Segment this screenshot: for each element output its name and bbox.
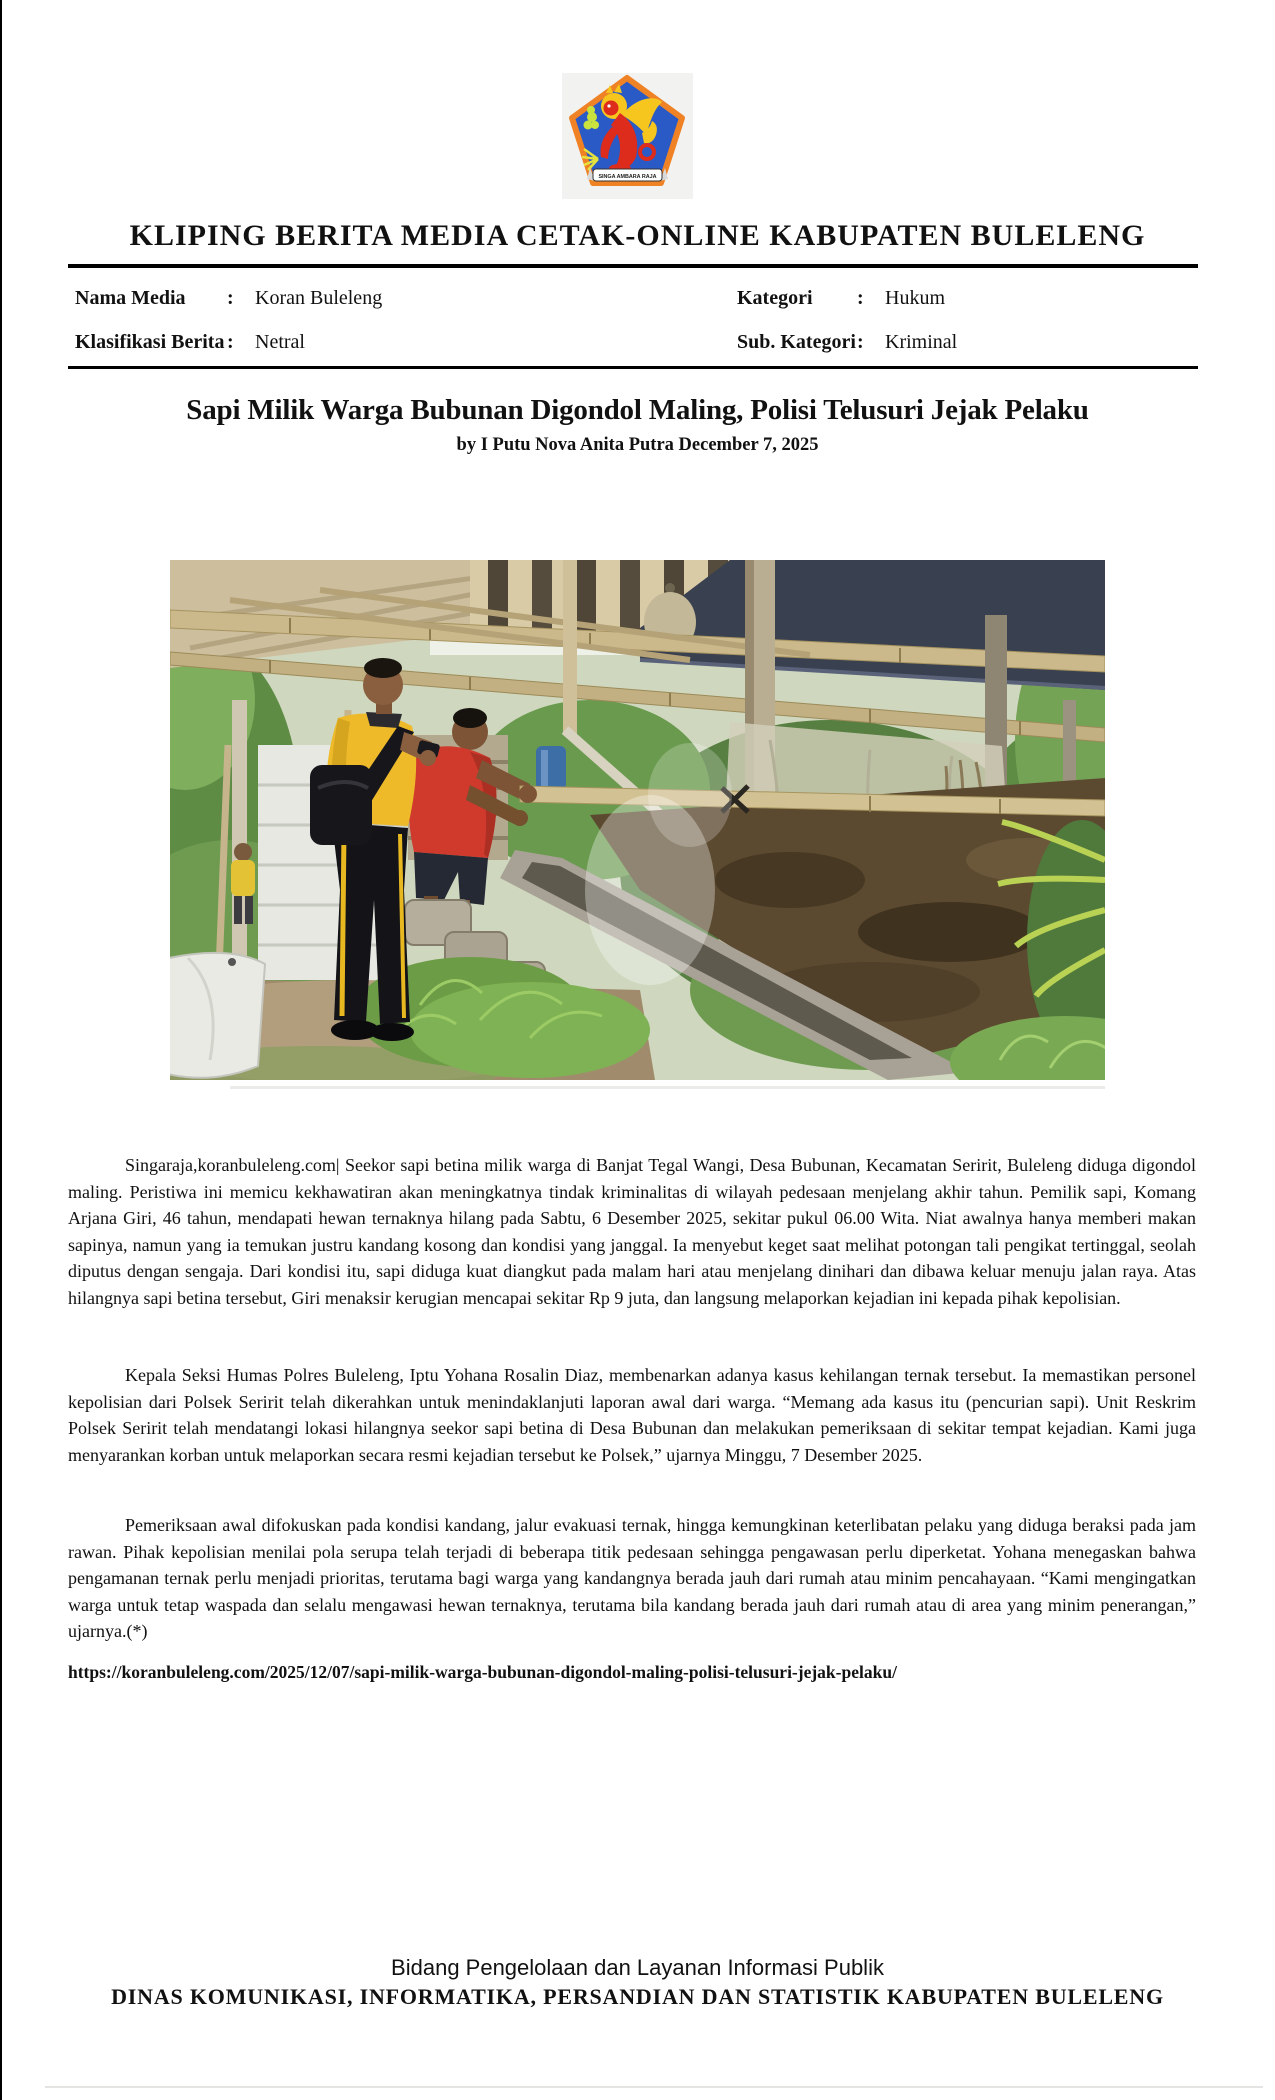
buleleng-regency-emblem-icon [562,73,693,199]
meta-colon: : [857,330,864,353]
document-title: KLIPING BERITA MEDIA CETAK-ONLINE KABUPATEN BULELENG [129,219,1146,252]
article-paragraph-3: Pemeriksaan awal difokuskan pada kondisi kandang, jalur evakuasi ternak, hingga kemungkinan keterlibatan pelaku yang diduga beraksi pada jam rawan. Pihak kepolisian menilai pola serupa telah terjadi di beberapa titik pedesaan sehingga pengawasan perlu diperketat. Yohana menegaskan bahwa pengamanan ternak perlu menjadi prioritas, terutama bagi warga yang kandangnya berada jauh dari rumah atau minim pencahayaan. “Kami mengingatkan warga untuk tetap waspada dan selalu mengawasi hewan ternaknya, terutama bila kandang berada jauh dari rumah atau di area yang minim penerangan,” ujarnya.(*) [68,1515,1196,1641]
meta-row-1 [75,276,1198,320]
source-url-link[interactable]: https://koranbuleleng.com/2025/12/07/sapi-milik-warga-bubunan-digondol-maling-polisi-telusuri-jejak-pelaku/ [68,1662,897,1682]
meta-field-klasifikasi [75,331,737,354]
meta-colon: : [227,286,234,309]
meta-label: Kategori [737,286,813,309]
banner-ribbon [587,168,668,181]
meta-field-nama-media [75,287,737,310]
scan-edge-line [0,0,2,2100]
article-photo-illustration [170,560,1105,1080]
footer-agency-line: DINAS KOMUNIKASI, INFORMATIKA, PERSANDIAN DAN STATISTIK KABUPATEN BULELENG [111,1984,1164,2009]
media-meta-table [75,276,1198,364]
regency-logo-box [562,73,693,199]
meta-label: Sub. Kategori [737,330,856,353]
header-divider-top [68,264,1198,268]
footer-unit-line: Bidang Pengelolaan dan Layanan Informasi Publik [391,1955,884,1980]
meta-field-kategori [737,287,945,310]
meta-value: Kriminal [885,330,958,353]
photo-scan-shadow [230,1086,1105,1089]
meta-value: Netral [255,330,305,353]
meta-colon: : [227,330,234,353]
article-paragraph-1: Singaraja,koranbuleleng.com| Seekor sapi betina milik warga di Banjat Tegal Wangi, Desa Bubunan, Kecamatan Seririt, Buleleng diduga digondol maling. Peristiwa ini memicu kekhawatiran akan meningkatnya tindak kriminalitas di wilayah pedesaan menjelang akhir tahun. Pemilik sapi, Komang Arjana Giri, 46 tahun, mendapati hewan ternaknya hilang pada Sabtu, 6 Desember 2025, sekitar pukul 06.00 Wita. Niat awalnya hanya memberi makan sapinya, namun yang ia temukan justru kandang kosong dan kondisi yang janggal. Ia menyebut keget saat melihat potongan tali pengikat tertinggal, seolah diputus dengan sengaja. Dari kondisi itu, sapi diduga kuat diangkut pada malam hari atau menjelang dinihari dan dibawa keluar menuju jalan raya. Atas hilangnya sapi betina tersebut, Giri menaksir kerugian mencapai sekitar Rp 9 juta, dan langsung melaporkan kejadian ini kepada pihak kepolisian. [68,1155,1196,1308]
meta-value: Hukum [885,286,945,309]
meta-colon: : [857,286,864,309]
meta-label: Klasifikasi Berita [75,330,225,353]
article-paragraph-2: Kepala Seksi Humas Polres Buleleng, Iptu Yohana Rosalin Diaz, membenarkan adanya kasus kehilangan ternak tersebut. Ia memastikan personel kepolisian dari Polsek Seririt telah dikerahkan untuk menindaklanjuti laporan awal dari warga. “Memang ada kasus itu (pencurian sapi). Unit Reskrim Polsek Seririt telah mendatangi lokasi hilangnya seekor sapi betina di Desa Bubunan dan melakukan pemeriksaan di sekitar tempat kejadian. Kami juga menyarankan korban untuk melaporkan secara resmi kejadian tersebut ke Polsek,” ujarnya Minggu, 7 Desember 2025. [68,1365,1196,1465]
article-title: Sapi Milik Warga Bubunan Digondol Maling, Polisi Telusuri Jejak Pelaku [186,394,1089,426]
meta-label: Nama Media [75,286,186,309]
meta-field-sub-kategori [737,331,957,354]
meta-row-2 [75,320,1198,364]
article-byline: by I Putu Nova Anita Putra December 7, 2025 [456,435,819,455]
banner-text: SINGA AMBARA RAJA [598,174,657,180]
scan-smudge-line [45,2086,1263,2088]
meta-value: Koran Buleleng [255,286,383,309]
article-photo [170,560,1105,1080]
header-divider-bottom [68,366,1198,369]
